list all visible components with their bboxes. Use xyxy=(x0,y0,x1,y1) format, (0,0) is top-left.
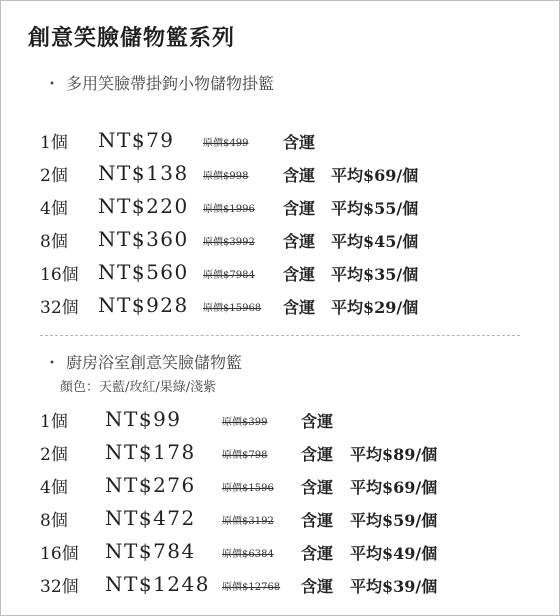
shipping-included-label: 含運 xyxy=(283,133,316,152)
original-price: 原價$1996 xyxy=(203,204,255,215)
quantity-label: 4個 xyxy=(40,478,68,498)
price-row xyxy=(0,194,560,224)
quantity-label: 2個 xyxy=(40,166,68,186)
price-row xyxy=(0,539,560,569)
section-title-hanging-basket xyxy=(44,71,274,94)
original-price: 原價$12768 xyxy=(222,582,281,593)
page-title: 創意笑臉儲物籃系列 xyxy=(28,25,236,51)
price-row xyxy=(0,260,560,290)
original-price: 原價$1596 xyxy=(222,483,274,494)
price-row xyxy=(0,293,560,323)
quantity-label: 16個 xyxy=(40,265,79,285)
shipping-included-label: 含運 xyxy=(283,265,316,284)
shipping-included-label: 含運 xyxy=(301,511,334,530)
price-row xyxy=(0,572,560,602)
price-row xyxy=(0,227,560,257)
average-price: 平均$59/個 xyxy=(350,511,438,530)
quantity-label: 1個 xyxy=(40,133,68,153)
sale-price: NT$560 xyxy=(98,260,189,284)
original-price: 原價$7984 xyxy=(203,270,255,281)
color-options-note: 顏色：天藍/玫紅/果綠/淺紫 xyxy=(60,380,217,395)
shipping-included-label: 含運 xyxy=(283,199,316,218)
original-price: 原價$798 xyxy=(222,450,268,461)
price-row xyxy=(0,473,560,503)
shipping-included-label: 含運 xyxy=(301,544,334,563)
original-price: 原價$3192 xyxy=(222,516,274,527)
original-price: 原價$399 xyxy=(222,417,268,428)
average-price: 平均$55/個 xyxy=(331,199,419,218)
sale-price: NT$360 xyxy=(98,227,189,251)
dashed-divider xyxy=(40,335,520,336)
quantity-label: 32個 xyxy=(40,298,79,318)
sale-price: NT$1248 xyxy=(105,572,210,596)
sale-price: NT$138 xyxy=(98,161,189,185)
bullet-icon: ・ xyxy=(44,74,61,93)
average-price: 平均$89/個 xyxy=(350,445,438,464)
average-price: 平均$35/個 xyxy=(331,265,419,284)
sale-price: NT$178 xyxy=(105,440,196,464)
price-row xyxy=(0,407,560,437)
quantity-label: 2個 xyxy=(40,445,68,465)
shipping-included-label: 含運 xyxy=(301,577,334,596)
original-price: 原價$6384 xyxy=(222,549,274,560)
sale-price: NT$79 xyxy=(98,128,175,152)
section-title-kitchen-basket xyxy=(44,350,242,373)
quantity-label: 32個 xyxy=(40,577,79,597)
section-title-text: 廚房浴室創意笑臉儲物籃 xyxy=(66,353,243,372)
quantity-label: 4個 xyxy=(40,199,68,219)
price-row xyxy=(0,440,560,470)
shipping-included-label: 含運 xyxy=(283,232,316,251)
quantity-label: 8個 xyxy=(40,232,68,252)
section-title-text: 多用笑臉帶掛鉤小物儲物掛籃 xyxy=(66,74,275,93)
average-price: 平均$69/個 xyxy=(331,166,419,185)
average-price: 平均$49/個 xyxy=(350,544,438,563)
sale-price: NT$784 xyxy=(105,539,196,563)
shipping-included-label: 含運 xyxy=(283,166,316,185)
sale-price: NT$99 xyxy=(105,407,182,431)
price-row xyxy=(0,506,560,536)
shipping-included-label: 含運 xyxy=(301,445,334,464)
shipping-included-label: 含運 xyxy=(301,478,334,497)
sale-price: NT$220 xyxy=(98,194,189,218)
average-price: 平均$29/個 xyxy=(331,298,419,317)
quantity-label: 16個 xyxy=(40,544,79,564)
average-price: 平均$69/個 xyxy=(350,478,438,497)
original-price: 原價$15968 xyxy=(203,303,262,314)
price-row xyxy=(0,161,560,191)
sale-price: NT$928 xyxy=(98,293,189,317)
average-price: 平均$45/個 xyxy=(331,232,419,251)
quantity-label: 8個 xyxy=(40,511,68,531)
average-price: 平均$39/個 xyxy=(350,577,438,596)
quantity-label: 1個 xyxy=(40,412,68,432)
price-row xyxy=(0,128,560,158)
sale-price: NT$276 xyxy=(105,473,196,497)
original-price: 原價$499 xyxy=(203,138,249,149)
sale-price: NT$472 xyxy=(105,506,196,530)
original-price: 原價$3992 xyxy=(203,237,255,248)
original-price: 原價$998 xyxy=(203,171,249,182)
shipping-included-label: 含運 xyxy=(283,298,316,317)
bullet-icon: ・ xyxy=(44,353,61,372)
shipping-included-label: 含運 xyxy=(301,412,334,431)
